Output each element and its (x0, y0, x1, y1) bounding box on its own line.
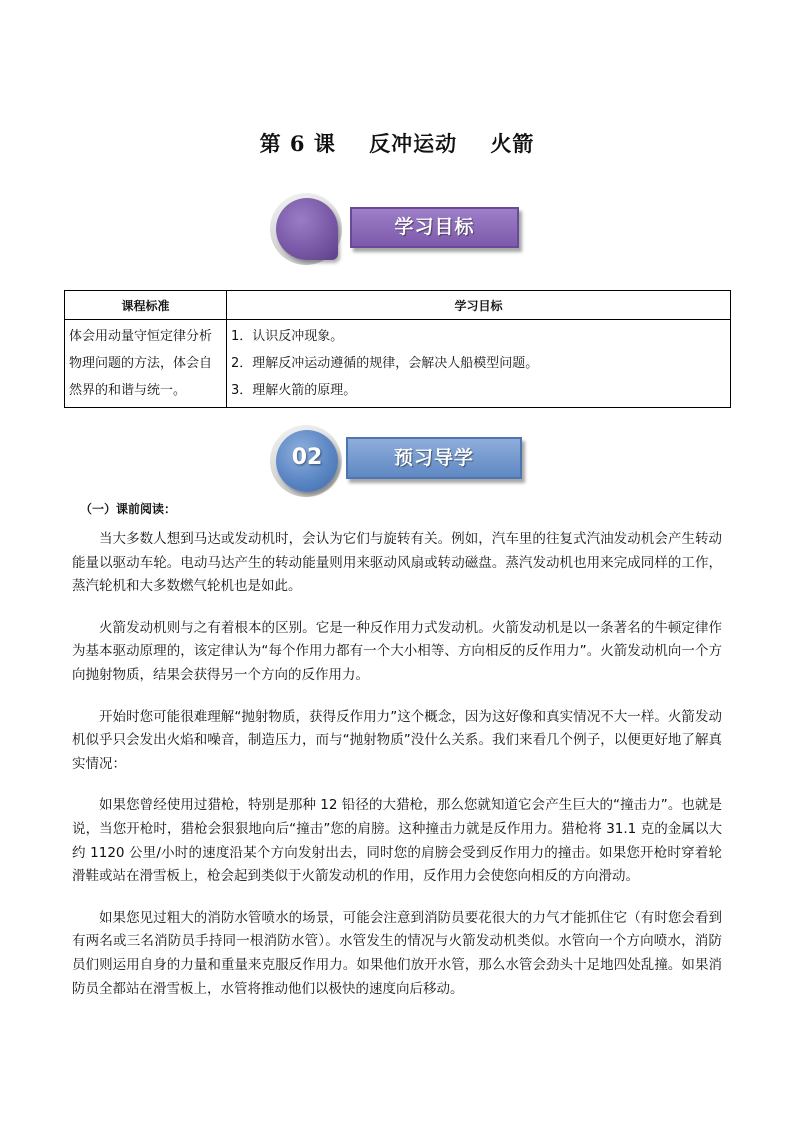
header-course-standard: 课程标准 (65, 291, 227, 320)
goal-item: 2．理解反冲运动遵循的规律，会解决人船模型问题。 (231, 356, 539, 371)
preview-banner-number: 02 (276, 430, 338, 492)
goal-item: 1．认识反冲现象。 (231, 329, 344, 344)
preview-banner-label: 预习导学 (346, 437, 522, 479)
reading-heading: （一）课前阅读： (80, 502, 177, 516)
goals-table-row (65, 320, 731, 408)
goals-banner-circle (276, 198, 338, 260)
course-standard-cell: 体会用动量守恒定律分析物理问题的方法，体会自然界的和谐与统一。 (65, 320, 227, 408)
reading-paragraph: 开始时您可能很难理解“抛射物质，获得反作用力”这个概念，因为这好像和真实情况不大一样。火箭发动机似乎只会发出火焰和噪音，制造压力，而与“抛射物质”没什么关系。我们来看几个例子，以便更好地了解真实情况： (72, 708, 722, 772)
reading-paragraph: 火箭发动机则与之有着根本的区别。它是一种反作用力式发动机。火箭发动机是以一条著名的牛顿定律作为基本驱动原理的，该定律认为“每个作用力都有一个大小相等、方向相反的反作用力”。火箭发动机向一个方向抛射物质，结果会获得另一个方向的反作用力。 (72, 619, 722, 683)
learning-goals-cell (227, 320, 731, 408)
reading-body (72, 528, 722, 1019)
page-title: 第 6 课 反冲运动 火箭 (259, 131, 535, 156)
reading-paragraph: 当大多数人想到马达或发动机时，会认为它们与旋转有关。例如，汽车里的往复式汽油发动机会产生转动能量以驱动车轮。电动马达产生的转动能量则用来驱动风扇或转动磁盘。蒸汽发动机也用来完成同样的工作，蒸汽轮机和大多数燃气轮机也是如此。 (72, 531, 722, 595)
reading-paragraph: 如果您见过粗大的消防水管喷水的场景，可能会注意到消防员要花很大的力气才能抓住它（有时您会看到有两名或三名消防员手持同一根消防水管）。水管发生的情况与火箭发动机类似。水管向一个方向喷水，消防员们则运用自身的力量和重量来克服反作用力。如果他们放开水管，那么水管会劲头十足地四处乱撞。如果消防员全都站在滑雪板上，水管将推动他们以极快的速度向后移动。 (72, 909, 722, 997)
goals-banner-label: 学习目标 (350, 207, 519, 248)
header-learning-goals: 学习目标 (227, 291, 731, 320)
goals-table (64, 290, 731, 408)
goals-table-header-row (65, 291, 731, 320)
reading-paragraph: 如果您曾经使用过猎枪，特别是那种 12 铅径的大猎枪，那么您就知道它会产生巨大的“撞击力”。也就是说，当您开枪时，猎枪会狠狠地向后“撞击”您的肩膀。这种撞击力就是反作用力。猎枪将 31.1 克的金属以大约 1120 公里/小时的速度沿某个方向发射出去，同时您的肩膀会受到反作用力的撞击。如果您开枪时穿着轮滑鞋或站在滑雪板上，枪会起到类似于火箭发动机的作用，反作用力会使您向相反的方向滑动。 (72, 797, 722, 885)
goal-item: 3．理解火箭的原理。 (231, 383, 357, 398)
